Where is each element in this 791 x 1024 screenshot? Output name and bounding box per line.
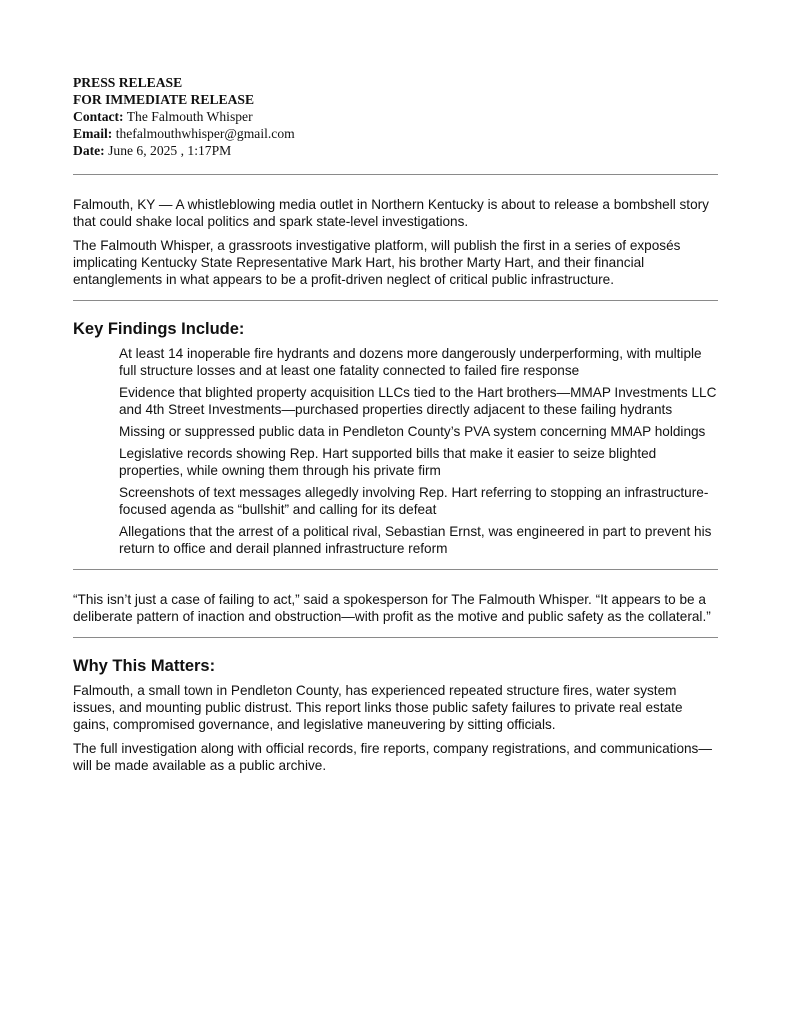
intro-paragraph-2: The Falmouth Whisper, a grassroots investigative platform, will publish the first in a series of exposés implicating Kentucky State Representative Mark Hart, his brother Marty Hart, and their financial entanglements in what appears to be a profit-driven neglect of critical public infrastructure. bbox=[73, 238, 681, 287]
intro-paragraph-1: Falmouth, KY — A whistleblowing media outlet in Northern Kentucky is about to release a bombshell story that could shake local politics and spark state-level investigations. bbox=[73, 197, 709, 229]
divider bbox=[73, 174, 718, 175]
contact-label: Contact: bbox=[73, 109, 124, 124]
divider bbox=[73, 300, 718, 301]
list-item: Allegations that the arrest of a political rival, Sebastian Ernst, was engineered in part to prevent his return to office and derail planned infrastructure reform bbox=[119, 524, 712, 556]
why-matters-heading: Why This Matters: bbox=[73, 657, 216, 675]
release-subtitle: FOR IMMEDIATE RELEASE bbox=[73, 92, 255, 107]
list-item: Screenshots of text messages allegedly involving Rep. Hart referring to stopping an infrastructure-focused agenda as “bullshit” and calling for its defeat bbox=[119, 485, 709, 517]
email-value: thefalmouthwhisper@gmail.com bbox=[115, 126, 295, 141]
why-matters-paragraph-1: Falmouth, a small town in Pendleton County, has experienced repeated structure fires, water system issues, and mounting public distrust. This report links those public safety failures to private real estate gains, compromised governance, and legislative maneuvering by sitting officials. bbox=[73, 683, 683, 732]
key-findings-heading: Key Findings Include: bbox=[73, 320, 245, 338]
list-item: At least 14 inoperable fire hydrants and dozens more dangerously underperforming, with multiple full structure losses and at least one fatality connected to failed fire response bbox=[119, 346, 702, 378]
why-matters-paragraph-2: The full investigation along with official records, fire reports, company registrations, and communications—will be made available as a public archive. bbox=[73, 741, 712, 773]
press-release-page bbox=[73, 74, 718, 774]
date-label: Date: bbox=[73, 143, 105, 158]
email-line bbox=[73, 125, 718, 142]
key-findings-list bbox=[73, 345, 718, 557]
list-item: Evidence that blighted property acquisition LLCs tied to the Hart brothers—MMAP Investments LLC and 4th Street Investments—purchased properties directly adjacent to these failing hydrants bbox=[119, 385, 717, 417]
contact-value: The Falmouth Whisper bbox=[126, 109, 253, 124]
list-item: Legislative records showing Rep. Hart supported bills that make it easier to seize blighted properties, while owning them through his private firm bbox=[119, 446, 657, 478]
release-title: PRESS RELEASE bbox=[73, 75, 183, 90]
spokesperson-quote: “This isn’t just a case of failing to act,” said a spokesperson for The Falmouth Whisper. “It appears to be a deliberate pattern of inaction and obstruction—with profit as the motive and public safety as the collateral.” bbox=[73, 592, 711, 624]
release-header bbox=[73, 74, 718, 159]
list-item: Missing or suppressed public data in Pendleton County’s PVA system concerning MMAP holdings bbox=[119, 424, 706, 439]
divider bbox=[73, 637, 718, 638]
date-line bbox=[73, 142, 718, 159]
date-value: June 6, 2025 , 1:17PM bbox=[108, 143, 232, 158]
contact-line bbox=[73, 108, 718, 125]
divider bbox=[73, 569, 718, 570]
email-label: Email: bbox=[73, 126, 113, 141]
